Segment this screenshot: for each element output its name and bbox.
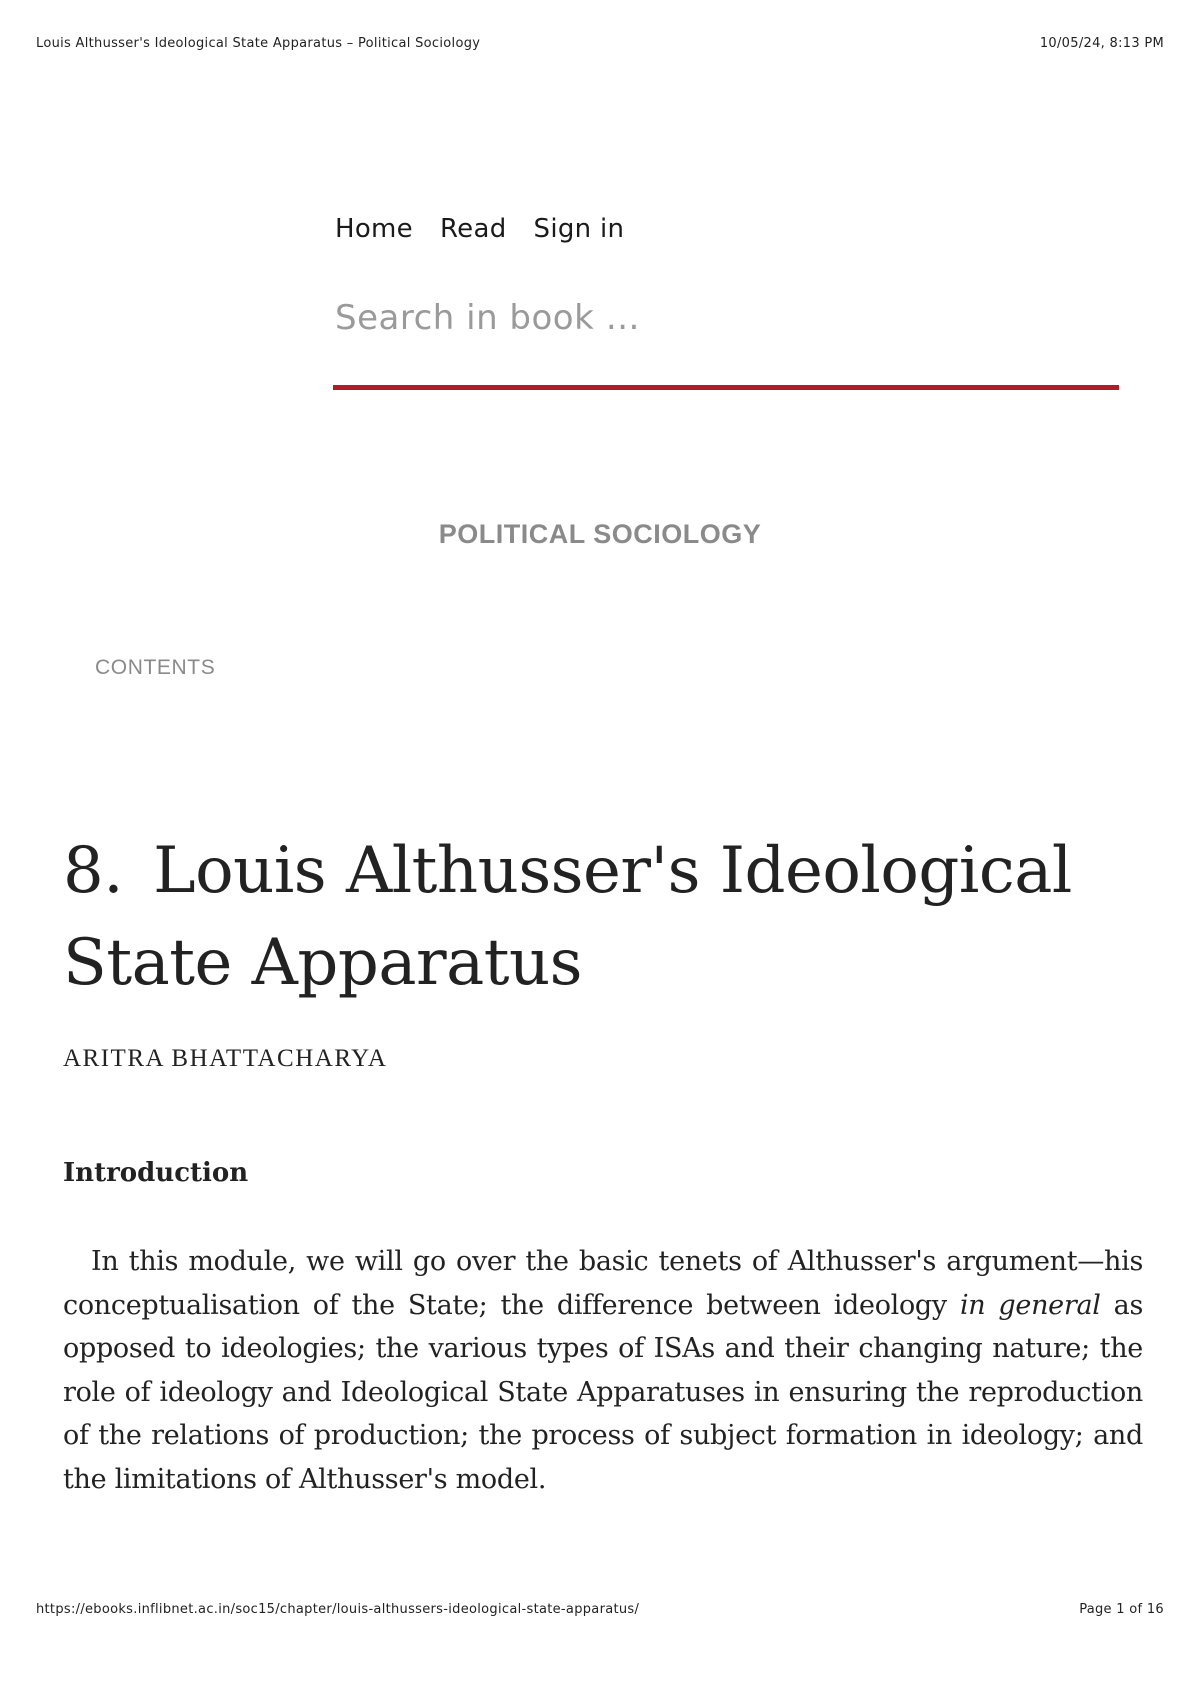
- search-box: [333, 290, 1119, 390]
- book-title[interactable]: POLITICAL SOCIOLOGY: [438, 519, 762, 549]
- print-footer-page: Page 1 of 16: [1079, 1602, 1164, 1617]
- nav-sign-in-link[interactable]: Sign in: [533, 214, 625, 244]
- contents-toggle[interactable]: CONTENTS: [95, 656, 216, 679]
- chapter-title-line-2: State Apparatus: [63, 926, 582, 1000]
- top-nav: [335, 214, 624, 244]
- print-header-datetime: 10/05/24, 8:13 PM: [1039, 36, 1164, 51]
- print-header: [36, 36, 1164, 51]
- nav-read-link[interactable]: Read: [439, 214, 507, 244]
- nav-home-link[interactable]: Home: [335, 214, 413, 244]
- print-footer-url: https://ebooks.inflibnet.ac.in/soc15/chapter/louis-althussers-ideological-state-apparatus/: [36, 1602, 640, 1617]
- chapter-title: [63, 825, 1143, 1009]
- intro-text-part-2: as opposed to ideologies; the various types of ISAs and their changing nature; the role of ideology and Ideological State Apparatuses in ensuring the reproduction of the relations of production; the process of subject formation in ideology; and the limitations of Althusser's model.: [63, 1289, 1143, 1495]
- print-footer: [36, 1602, 1164, 1617]
- search-input[interactable]: [333, 290, 1123, 346]
- chapter-number: 8.: [63, 834, 124, 908]
- section-heading: Introduction: [63, 1158, 249, 1188]
- intro-text-italic: in general: [959, 1289, 1101, 1321]
- chapter-author: ARITRA BHATTACHARYA: [63, 1045, 388, 1072]
- intro-text-part-1: In this module, we will go over the basic tenets of Althusser's argument—his conceptualisation of the State; the difference between ideology: [63, 1246, 1143, 1321]
- chapter-title-line-1: Louis Althusser's Ideological: [153, 834, 1072, 908]
- print-header-title: Louis Althusser's Ideological State Apparatus – Political Sociology: [36, 36, 481, 51]
- intro-paragraph: [63, 1240, 1143, 1501]
